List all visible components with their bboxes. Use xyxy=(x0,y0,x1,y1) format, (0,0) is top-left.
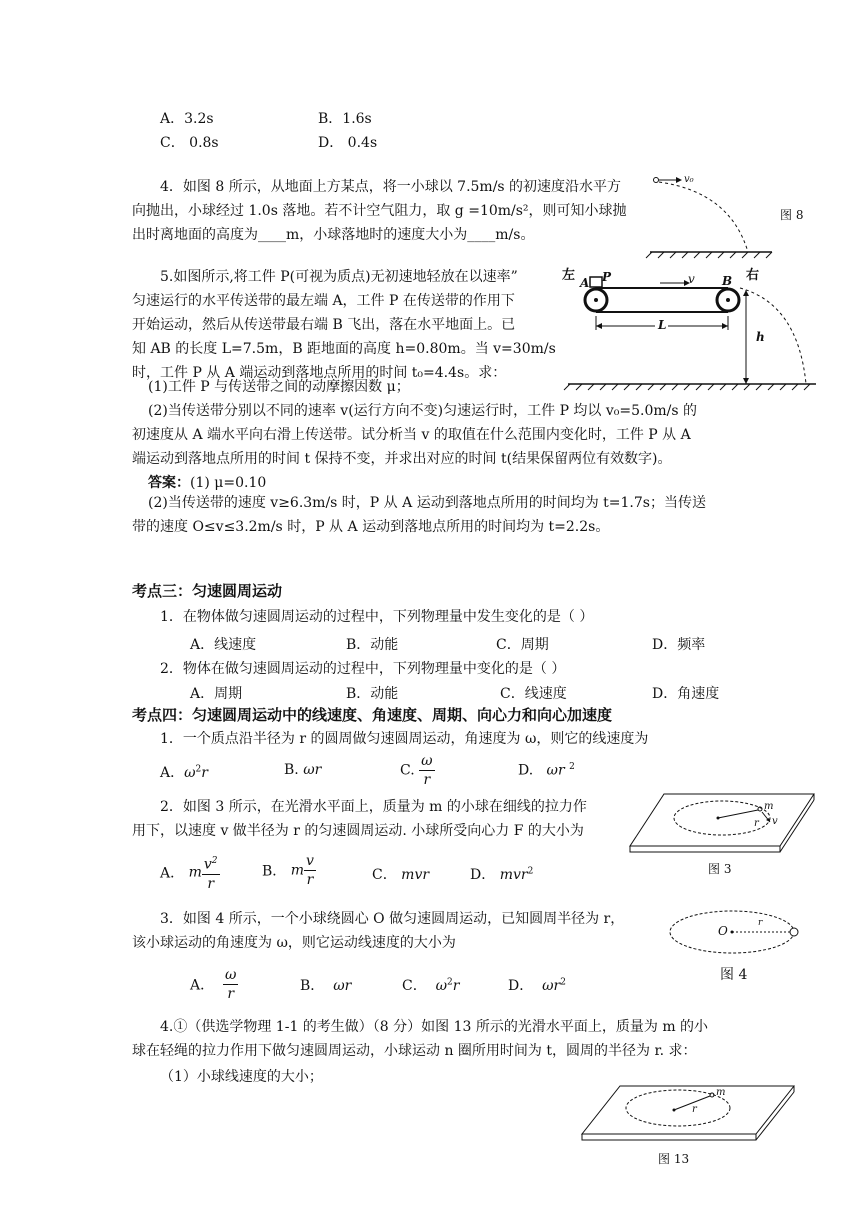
q5-part2-line3: 端运动到落地点所用的时间 t 保持不变，并求出对应的时间 t(结果保留两位有效数字)。 xyxy=(132,451,672,467)
s4-q1-opt-d: D. ωr $^2$ xyxy=(518,762,575,779)
s4-q1-opt-b: B. ωr xyxy=(284,762,322,778)
figure-4-caption: 图 4 xyxy=(720,967,748,983)
q5-part2-line1: (2)当传送带分别以不同的速率 v(运行方向不变)匀速运行时，工件 P 均以 v₀=5.0m/s 的 xyxy=(148,403,698,419)
s4-q2-opt-c: C． mvr xyxy=(372,867,430,883)
answer-label: 答案： xyxy=(148,475,190,491)
figure-3-r-label: r xyxy=(754,818,759,829)
q5-part2-line2: 初速度从 A 端水平向右滑上传送带。试分析当 v 的取值在什么范围内变化时，工件 P 从 A xyxy=(132,427,691,443)
q5-answer xyxy=(148,472,266,492)
s4-q4-line3: （1）小球线速度的大小； xyxy=(160,1069,323,1085)
figure-4-r-label: r xyxy=(758,918,763,928)
s4-q2-line2: 用下，以速度 v 做半径为 r 的匀速圆周运动. 小球所受向心力 F 的大小为 xyxy=(132,823,584,839)
q3-option-d: D． 0.4s xyxy=(318,135,378,151)
s4-q4-line2: 球在轻绳的拉力作用下做匀速圆周运动，小球运动 n 圈所用时间为 t，圆周的半径为 r. 求： xyxy=(132,1043,697,1059)
section4-title: 考点四：匀速圆周运动中的线速度、角速度、周期、向心力和向心加速度 xyxy=(132,706,613,724)
q5-line4: 知 AB 的长度 L=7.5m，B 距地面的高度 h=0.80m。当 v=30m/s xyxy=(132,341,556,357)
figure-8-v0-label: v₀ xyxy=(684,174,694,185)
q3-option-a: A．3.2s xyxy=(160,111,214,127)
q4-line1: 4．如图 8 所示，从地面上方某点，将一小球以 7.5m/s 的初速度沿水平方 xyxy=(160,179,622,195)
s4-q3-line1: 3．如图 4 所示，一个小球绕圆心 O 做匀速圆周运动，已知圆周半径为 r， xyxy=(160,911,625,927)
s4-q3-opt-a: A． $\frac{\omega}{r}$ xyxy=(190,967,237,1002)
s4-q3-opt-c: C． $\omega^2r$ xyxy=(402,977,460,994)
q5-answer2-line2: 带的速度 O≤v≤3.2m/s 时，P 从 A 运动到落地点所用的时间均为 t=2.2s。 xyxy=(132,519,610,535)
figure-13-m-label: m xyxy=(716,1087,726,1098)
s3-q2-opt-b: B．动能 xyxy=(346,686,399,702)
figure-3-m-label: m xyxy=(764,801,774,812)
figure-8-caption: 图 8 xyxy=(780,208,804,222)
s4-q2-opt-a: A． m $\frac{v^2}{r}$ xyxy=(160,852,220,893)
s3-q1-opt-c: C．周期 xyxy=(496,637,549,653)
s4-q1: 1．一个质点沿半径为 r 的圆周做匀速圆周运动，角速度为 ω，则它的线速度为 xyxy=(160,731,649,747)
s4-q3-opt-d: D． $\omega r^2$ xyxy=(508,977,566,994)
q4-line2: 向抛出，小球经过 1.0s 落地。若不计空气阻力，取 g =10m/s²，则可知小球抛 xyxy=(132,203,627,219)
s4-q2-line1: 2．如图 3 所示，在光滑水平面上，质量为 m 的小球在细线的拉力作 xyxy=(160,799,587,815)
conveyor-p-label: P xyxy=(602,270,612,284)
figure-3-v-label: v xyxy=(772,816,778,827)
q5-answer2-line1: (2)当传送带的速度 v≥6.3m/s 时，P 从 A 运动到落地点所用的时间均为 t=1.7s；当传送 xyxy=(148,495,706,511)
s3-q2-opt-d: D．角速度 xyxy=(652,686,720,702)
s4-q2-opt-b: B． m $\frac{v}{r}$ xyxy=(262,853,314,888)
figure-4-diagram xyxy=(668,908,804,958)
figure-13-caption: 图 13 xyxy=(658,1152,690,1166)
conveyor-v-label: v xyxy=(688,272,695,286)
figure-8-diagram xyxy=(640,172,780,262)
q5-line5: 时，工件 P 从 A 端运动到落地点所用的时间 t₀=4.4s。求： xyxy=(132,365,507,381)
s3-q2: 2．物体在做匀速圆周运动的过程中，下列物理量中变化的是（ ） xyxy=(160,661,566,677)
answer-1: (1) μ=0.10 xyxy=(190,475,267,491)
s3-q1-opt-d: D．频率 xyxy=(652,637,706,653)
conveyor-a-label: A xyxy=(580,276,590,290)
q3-option-b: B．1.6s xyxy=(318,111,372,127)
figure-13-diagram xyxy=(578,1084,798,1144)
figure-4-o-label: O xyxy=(718,924,728,938)
conveyor-l-label: L xyxy=(658,318,667,332)
s3-q2-opt-c: C．线速度 xyxy=(500,686,567,702)
s4-q4-line1: 4.①（供选学物理 1-1 的考生做）（8 分）如图 13 所示的光滑水平面上，质量为 m 的小 xyxy=(160,1019,709,1035)
s4-q2-opt-d: D． mvr$^2$ xyxy=(470,866,534,883)
s4-q3-line2: 该小球运动的角速度为 ω，则它运动线速度的大小为 xyxy=(132,935,456,951)
conveyor-h-label: h xyxy=(756,330,765,344)
s3-q2-opt-a: A．周期 xyxy=(190,686,243,702)
s4-q1-opt-a: A．$\omega^2r$ xyxy=(160,764,208,781)
q5-line2: 匀速运行的水平传送带的最左端 A，工件 P 在传送带的作用下 xyxy=(132,293,515,309)
q3-option-c: C． 0.8s xyxy=(160,135,219,151)
q5-line1: 5.如图所示,将工件 P(可视为质点)无初速地轻放在以速率” xyxy=(160,269,518,285)
q5-line3: 开始运动，然后从传送带最右端 B 飞出，落在水平地面上。已 xyxy=(132,317,516,333)
s3-q1: 1．在物体做匀速圆周运动的过程中，下列物理量中发生变化的是（ ） xyxy=(160,609,594,625)
conveyor-b-label: B xyxy=(722,274,733,288)
figure-3-caption: 图 3 xyxy=(708,862,732,876)
s3-q1-opt-b: B．动能 xyxy=(346,637,399,653)
conveyor-left-label: 左 xyxy=(562,268,576,283)
section3-title: 考点三：匀速圆周运动 xyxy=(132,582,283,600)
figure-13-r-label: r xyxy=(692,1104,697,1115)
s3-q1-opt-a: A．线速度 xyxy=(190,637,257,653)
q4-line3: 出时离地面的高度为____m，小球落地时的速度大小为____m/s。 xyxy=(132,227,535,243)
s4-q3-opt-b: B． ωr xyxy=(300,978,352,994)
figure-3-diagram xyxy=(628,790,818,854)
q5-part1: (1)工件 P 与传送带之间的动摩擦因数 μ； xyxy=(148,379,410,395)
conveyor-right-label: 右 xyxy=(746,268,760,283)
s4-q1-opt-c: C. $\frac{\omega}{r}$ xyxy=(400,753,433,788)
